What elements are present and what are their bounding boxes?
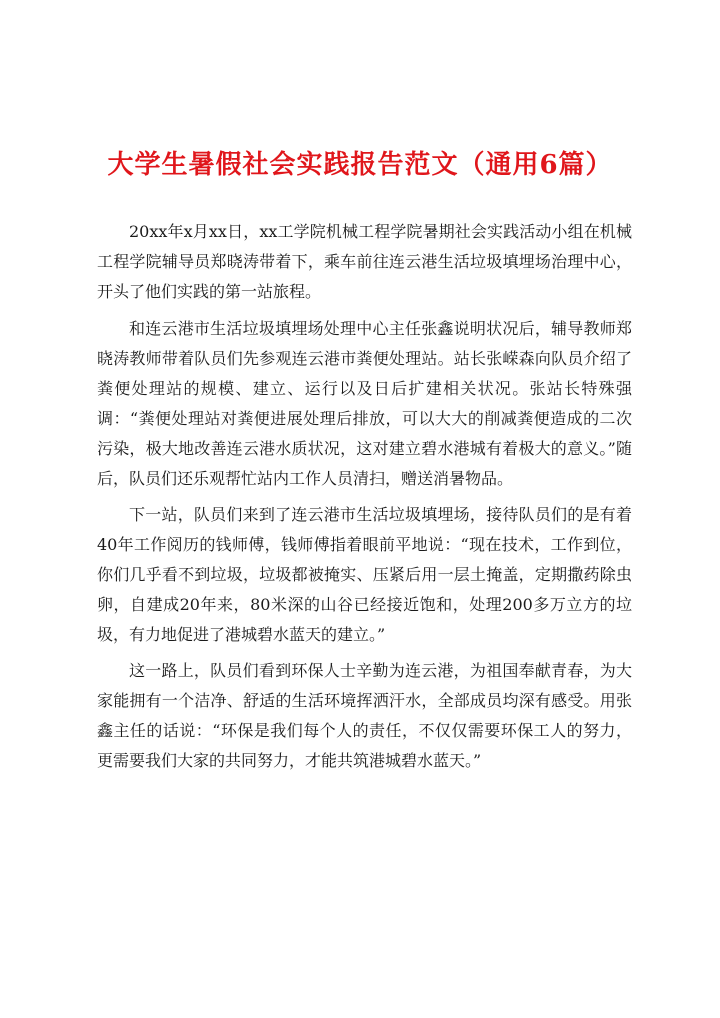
paragraph-3: 下一站，队员们来到了连云港市生活垃圾填埋场，接待队员们的是有着40年工作阅历的钱师傅，钱师傅指着眼前平地说：“现在技术，工作到位，你们几乎看不到垃圾，垃圾都被掩实、压紧后用一层土掩盖，定期撒药除虫卵，自建成20年来，80米深的山谷已经接近饱和，处理200多万立方的垃圾，有力地促进了港城碧水蓝天的建立。” bbox=[97, 505, 632, 644]
paragraph-1: 20xx年x月xx日，xx工学院机械工程学院暑期社会实践活动小组在机械工程学院辅导员郑晓涛带着下，乘车前往连云港生活垃圾填埋场治理中心，开头了他们实践的第一站旅程。 bbox=[97, 222, 632, 301]
document-body bbox=[97, 217, 632, 776]
paragraph-2: 和连云港市生活垃圾填埋场处理中心主任张鑫说明状况后，辅导教师郑晓涛教师带着队员们先参观连云港市粪便处理站。站长张嵘森向队员介绍了粪便处理站的规模、建立、运行以及日后扩建相关状况。张站长特殊强调：“粪便处理站对粪便进展处理后排放，可以大大的削减粪便造成的二次污染，极大地改善连云港水质状况，这对建立碧水港城有着极大的意义。”随后，队员们还乐观帮忙站内工作人员清扫，赠送消暑物品。 bbox=[97, 319, 632, 488]
document-title: 大学生暑假社会实践报告范文（通用6篇） bbox=[107, 150, 613, 180]
paragraph-4: 这一路上，队员们看到环保人士辛勤为连云港，为祖国奉献青春，为大家能拥有一个洁净、舒适的生活环境挥洒汗水，全部成员均深有感受。用张鑫主任的话说：“环保是我们每个人的责任，不仅仅需要环保工人的努力，更需要我们大家的共同努力，才能共筑港城碧水蓝天。” bbox=[97, 661, 632, 770]
